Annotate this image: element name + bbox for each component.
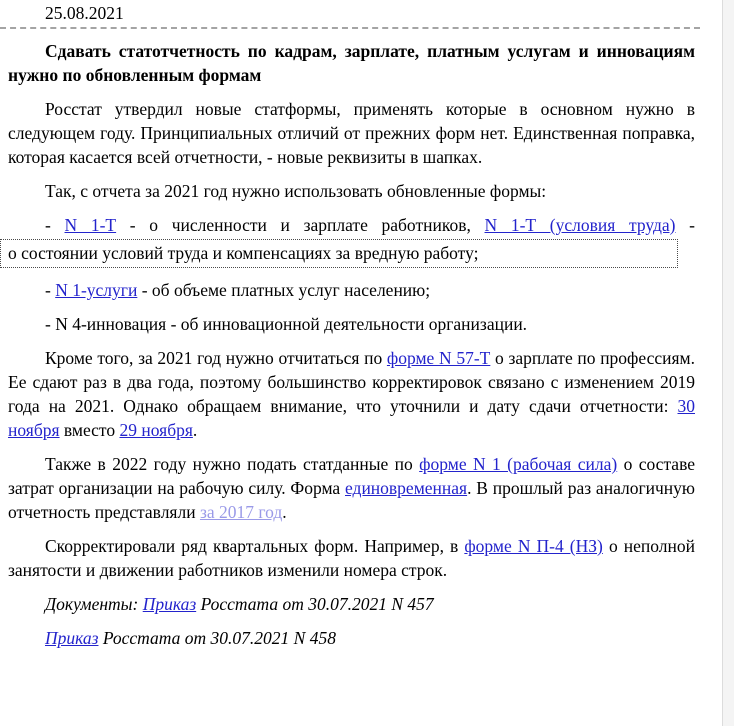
link-form-n1-rabochaya-sila[interactable]: форме N 1 (рабочая сила) (419, 454, 618, 474)
text-segment: - об объеме платных услуг населению; (137, 280, 431, 300)
link-form-n1-uslugi[interactable]: N 1-услуги (55, 280, 138, 300)
intro-paragraph (8, 97, 695, 169)
text-segment: - (45, 215, 65, 235)
text-segment: . В прошлый раз аналогичную отчетность представляли (8, 478, 696, 522)
text-segment: Росстата от 30.07.2021 N 457 (196, 594, 434, 614)
text-segment: Кроме того, за 2021 год нужно отчитаться по (45, 348, 387, 368)
text-segment: - о численности и зарплате работников, (116, 215, 485, 235)
link-edinovremennaya[interactable]: единовременная (345, 478, 468, 498)
dashed-separator (0, 27, 700, 29)
link-za-2017-god[interactable]: за 2017 год (199, 502, 283, 522)
text-segment: Росстата от 30.07.2021 N 458 (98, 628, 336, 648)
form-57t-paragraph (8, 346, 695, 442)
text-segment: Документы: (45, 594, 143, 614)
text-segment: о составе затрат организации на рабочую силу. Форма (8, 454, 696, 498)
vertical-scrollbar-track[interactable] (722, 0, 734, 726)
link-form-np4-nz[interactable]: форме N П-4 (НЗ) (464, 536, 603, 556)
link-form-n1t-usloviya-truda[interactable]: N 1-Т (условия труда) (484, 215, 676, 235)
selected-fragment-box[interactable] (0, 239, 678, 268)
text-segment: о неполной занятости и движении работников изменили номера строк. (8, 536, 695, 580)
updated-forms-lead (8, 179, 695, 203)
link-form-n1t[interactable]: N 1-Т (64, 215, 117, 235)
text-segment: Скорректировали ряд квартальных форм. Например, в (45, 536, 465, 556)
link-prikaz-457[interactable]: Приказ (142, 594, 197, 614)
link-prikaz-458[interactable]: Приказ (45, 628, 99, 648)
document-date: 25.08.2021 (45, 3, 124, 23)
text-segment: вместо (59, 420, 120, 440)
text-segment: - N 4-инновация - об инновационной деятельности организации. (45, 314, 528, 334)
text-segment: о состоянии условий труда и компенсациях за вредную работу; (8, 243, 479, 263)
link-29-noyabrya[interactable]: 29 ноября (119, 420, 193, 440)
text-segment: Так, с отчета за 2021 год нужно использовать обновленные формы: (45, 181, 547, 201)
text-segment: Росстат утвердил новые статформы, применять которые в основном нужно в следующем году. Принципиальных отличий от прежних форм нет. Единственная поправка, которая касается всей отчетности, - новые реквизиты в шапках. (8, 99, 695, 167)
form-4-innovaciya-line (8, 312, 695, 336)
link-form-n57t[interactable]: форме N 57-Т (386, 348, 491, 368)
documents-line-458 (8, 626, 695, 650)
form-1-rabochaya-sila-paragraph (8, 452, 695, 524)
text-segment: - (45, 280, 56, 300)
text-segment: - (675, 215, 696, 235)
text-segment: о зарплате по профессиям. Ее сдают раз в два года, поэтому большинство корректировок связано с изменением 2019 года на 2021. Однако обращаем внимание, что уточнили и дату сдачи отчетности: (8, 348, 695, 416)
text-segment: . (192, 420, 198, 440)
link-30-noyabrya[interactable]: 30 ноября (8, 396, 695, 440)
quarterly-forms-paragraph (8, 534, 695, 582)
document-heading: Сдавать статотчетность по кадрам, зарплате, платным услугам и инновациям нужно по обновленным формам (8, 41, 695, 85)
text-segment: . (282, 502, 287, 522)
form-1t-line (8, 213, 695, 237)
text-segment: Также в 2022 году нужно подать статданные по (45, 454, 420, 474)
documents-line-457 (8, 592, 695, 616)
form-1-uslugi-line (8, 278, 695, 302)
